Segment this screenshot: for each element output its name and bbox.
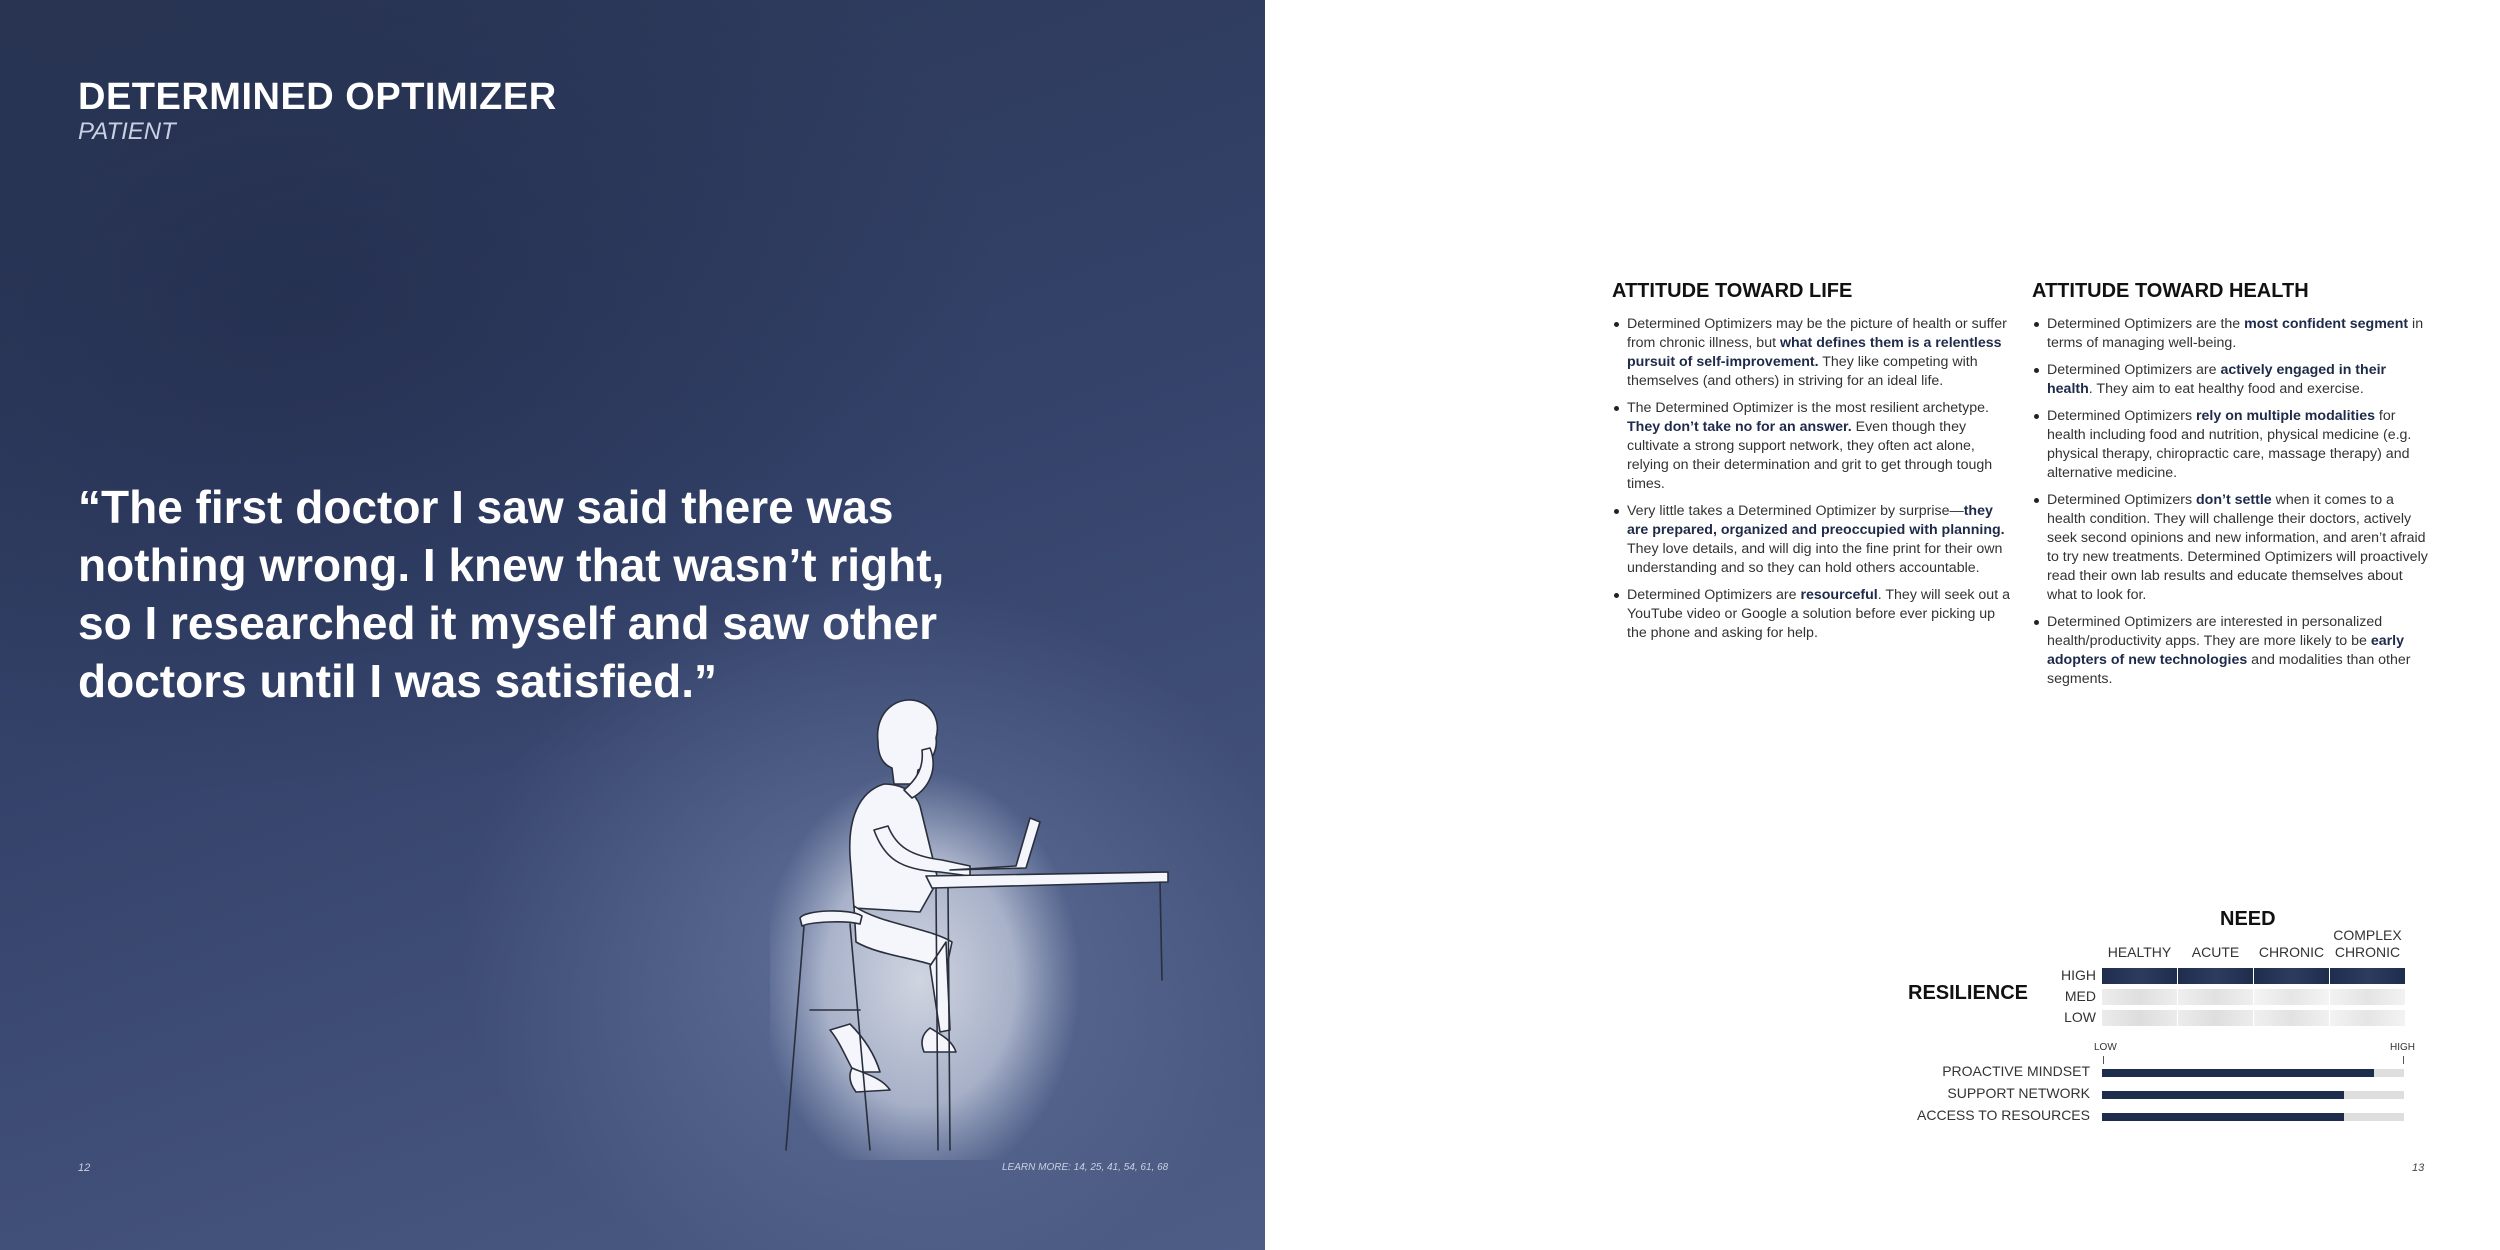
bullet-text: They like competing with themselves (and others) in striving for an ideal life. bbox=[1627, 354, 1978, 389]
attitude-toward-health-section bbox=[2032, 280, 2432, 697]
attitude-toward-life-heading: ATTITUDE TOWARD LIFE bbox=[1612, 280, 1853, 302]
health-bullet bbox=[2032, 407, 2432, 483]
bullet-text: Determined Optimizers bbox=[2047, 408, 2197, 424]
heatmap-cell bbox=[2254, 968, 2329, 984]
resilience-label: RESILIENCE bbox=[1908, 982, 2029, 1004]
person-at-laptop-illustration bbox=[770, 680, 1190, 1160]
need-column-label: CHRONIC bbox=[2258, 944, 2325, 960]
attribute-bar-track bbox=[2102, 1069, 2404, 1077]
page-number-right: 13 bbox=[2412, 1162, 2425, 1174]
attribute-bar-track bbox=[2102, 1091, 2404, 1099]
bullet-text: . They aim to eat healthy food and exercise. bbox=[2088, 381, 2364, 397]
page-number-left: 12 bbox=[78, 1162, 91, 1174]
heatmap-cell bbox=[2102, 1010, 2177, 1026]
bullet-text: Very little takes a Determined Optimizer by surprise— bbox=[1627, 503, 1964, 519]
heatmap-cell bbox=[2254, 1010, 2329, 1026]
attribute-label: SUPPORT NETWORK bbox=[1947, 1085, 2090, 1101]
scale-low-tick bbox=[2103, 1056, 2104, 1064]
bullet-emphasis: rely on multiple modalities bbox=[2196, 408, 2375, 424]
life-bullet bbox=[1612, 399, 2012, 494]
bullet-emphasis: early adopters of new technologies bbox=[2047, 633, 2404, 668]
scale-low-label: LOW bbox=[2094, 1042, 2117, 1053]
bullet-text: . They will seek out a YouTube video or Google a solution before ever picking up the phone and asking for help. bbox=[1627, 587, 2010, 641]
bullet-text: Determined Optimizers may be the picture of health or suffer from chronic illness, but bbox=[1627, 316, 2007, 351]
heatmap-cell bbox=[2178, 989, 2253, 1005]
heatmap-cell bbox=[2178, 1010, 2253, 1026]
need-column-label: HEALTHY bbox=[2107, 944, 2172, 960]
bullet-emphasis: don’t settle bbox=[2196, 492, 2272, 508]
heatmap-cell bbox=[2330, 1010, 2405, 1026]
bullet-text: for health including food and nutrition, physical medicine (e.g. physical therapy, chiropractic care, massage therapy) and alternative medicine. bbox=[2047, 408, 2412, 481]
attribute-label: ACCESS TO RESOURCES bbox=[1917, 1107, 2090, 1123]
bullet-text: in terms of managing well-being. bbox=[2047, 316, 2424, 351]
bullet-emphasis: they are prepared, organized and preoccupied with planning. bbox=[1627, 503, 2005, 538]
persona-subtitle: PATIENT bbox=[78, 118, 176, 145]
bullet-text: Determined Optimizers are bbox=[2047, 362, 2221, 378]
heatmap-cell bbox=[2102, 968, 2177, 984]
attitude-toward-health-list bbox=[2032, 315, 2432, 689]
attribute-bar-track bbox=[2102, 1113, 2404, 1121]
scale-high-tick bbox=[2403, 1056, 2404, 1064]
health-bullet bbox=[2032, 315, 2432, 353]
heatmap-cell bbox=[2330, 989, 2405, 1005]
heatmap-cell bbox=[2102, 989, 2177, 1005]
attitudes-panel bbox=[1265, 0, 2500, 1250]
need-column-label: ACUTE bbox=[2191, 944, 2240, 960]
scale-high-label: HIGH bbox=[2390, 1042, 2415, 1053]
attitude-toward-life-section bbox=[1612, 280, 2012, 651]
health-bullet bbox=[2032, 361, 2432, 399]
bullet-emphasis: resourceful bbox=[1800, 587, 1878, 603]
resilience-row-label: HIGH bbox=[2061, 967, 2096, 983]
attitude-toward-life-list bbox=[1612, 315, 2012, 643]
bullet-emphasis: They don’t take no for an answer. bbox=[1627, 419, 1852, 435]
bullet-text: They love details, and will dig into the fine print for their own understanding and so they can hold others accountable. bbox=[1627, 541, 2003, 576]
life-bullet bbox=[1612, 586, 2012, 643]
attribute-bar-fill bbox=[2102, 1113, 2344, 1121]
resilience-row-label: MED bbox=[2064, 988, 2096, 1004]
heatmap-cell bbox=[2178, 968, 2253, 984]
attribute-bar-fill bbox=[2102, 1091, 2344, 1099]
life-bullet bbox=[1612, 502, 2012, 578]
health-bullet bbox=[2032, 491, 2432, 605]
persona-quote: “The first doctor I saw said there was nothing wrong. I knew that wasn’t right, so I researched it myself and saw other doctors until I was satisfied.” bbox=[78, 481, 945, 707]
persona-title: DETERMINED OPTIMIZER bbox=[78, 76, 557, 118]
bullet-text: Determined Optimizers bbox=[2047, 492, 2197, 508]
resilience-row-label: LOW bbox=[2064, 1009, 2096, 1025]
health-bullet bbox=[2032, 613, 2432, 689]
bullet-emphasis: what defines them is a relentless pursuit of self-improvement. bbox=[1627, 335, 2002, 370]
bullet-text: Even though they cultivate a strong support network, they often act alone, relying on their determination and grit to get through tough times. bbox=[1627, 419, 1993, 492]
attribute-bar-fill bbox=[2102, 1069, 2374, 1077]
bullet-emphasis: actively engaged in their health bbox=[2047, 362, 2387, 397]
bullet-text: The Determined Optimizer is the most resilient archetype. bbox=[1627, 400, 1989, 416]
bullet-text: Determined Optimizers are interested in personalized health/productivity apps. They are more likely to be bbox=[2047, 614, 2383, 649]
heatmap-cell bbox=[2254, 989, 2329, 1005]
attribute-label: PROACTIVE MINDSET bbox=[1942, 1063, 2090, 1079]
heatmap-cell bbox=[2330, 968, 2405, 984]
bullet-text: and modalities than other segments. bbox=[2047, 652, 2411, 687]
need-title: NEED bbox=[2220, 908, 2276, 930]
life-bullet bbox=[1612, 315, 2012, 391]
attitude-toward-health-heading: ATTITUDE TOWARD HEALTH bbox=[2032, 280, 2309, 302]
bullet-text: Determined Optimizers are the bbox=[2047, 316, 2245, 332]
learn-more-references: LEARN MORE: 14, 25, 41, 54, 61, 68 bbox=[1002, 1162, 1169, 1173]
need-column-label: COMPLEX CHRONIC bbox=[2333, 927, 2402, 960]
bullet-text: when it comes to a health condition. They will challenge their doctors, actively seek second opinions and new information, and aren’t afraid to try new treatments. Determined Optimizers will proactively read their own lab results and educate themselves about what to look for. bbox=[2047, 492, 2428, 603]
bullet-emphasis: most confident segment bbox=[2244, 316, 2409, 332]
bullet-text: Determined Optimizers are bbox=[1627, 587, 1801, 603]
